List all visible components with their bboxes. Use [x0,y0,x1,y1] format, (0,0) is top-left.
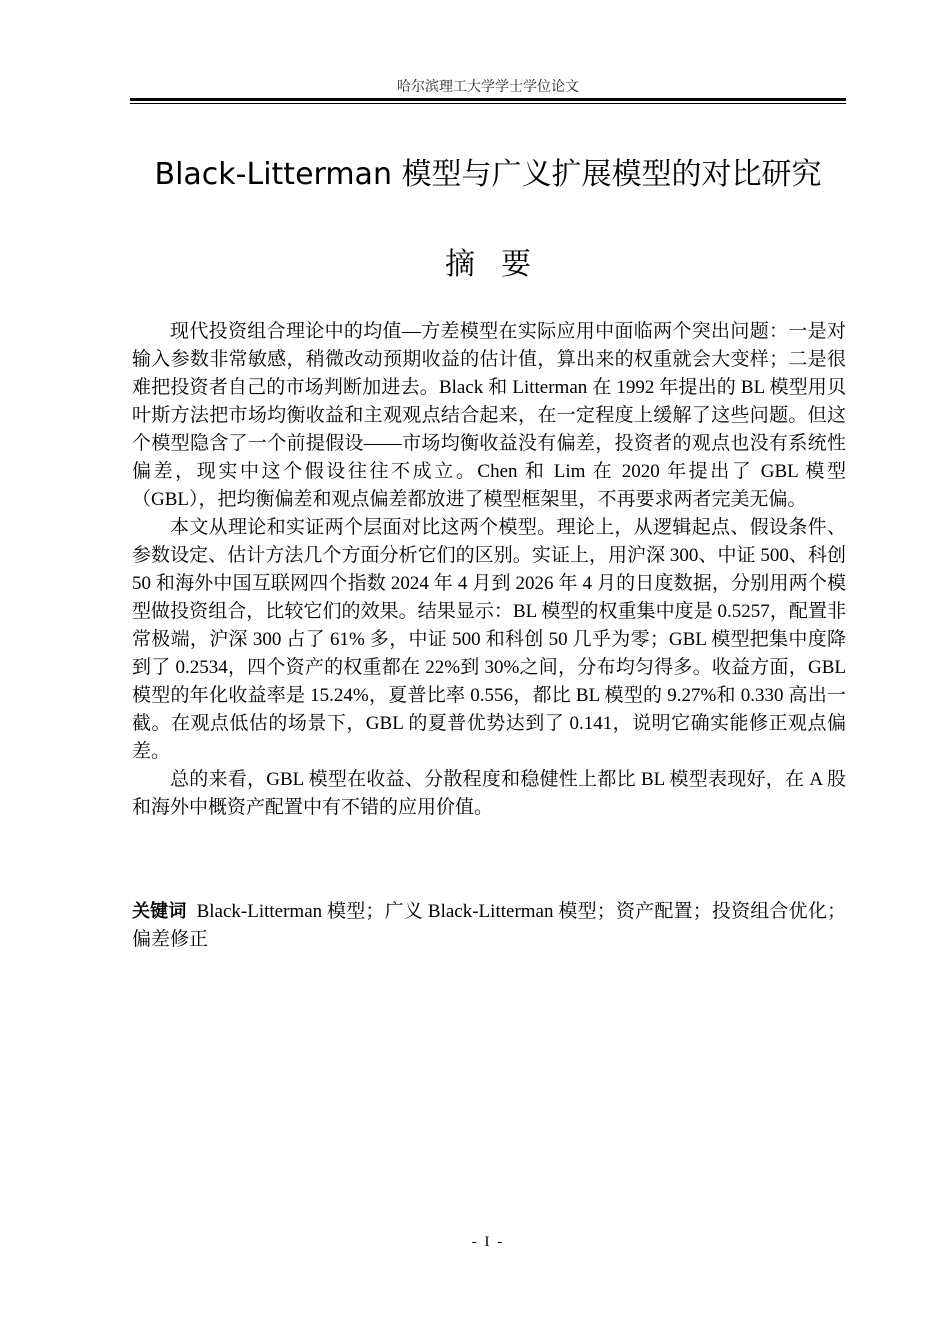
abstract-heading: 摘要 [445,247,557,282]
paper-title: Black-Litterman 模型与广义扩展模型的对比研究 [154,157,822,192]
abstract-paragraph-2: 本文从理论和实证两个层面对比这两个模型。理论上，从逻辑起点、假设条件、参数设定、估计方法几个方面分析它们的区别。实证上，用沪深 300、中证 500、科创 50 和海外中国互联网四个指数 2024 年 4 月到 2026 年 4 月的日度数据，分别用两个模型做投资组合，比较它们的效果。结果显示：BL 模型的权重集中度是 0.5257，配置非常极端，沪深 300 占了 61% 多，中证 500 和科创 50 几乎为零；GBL 模型把集中度降到了 0.2534，四个资产的权重都在 22%到 30%之间，分布均匀得多。收益方面，GBL 模型的年化收益率是 15.24%，夏普比率 0.556，都比 BL 模型的 9.27%和 0.330 高出一截。在观点低估的场景下，GBL 的夏普优势达到了 0.141，说明它确实能修正观点偏差。 [132,517,846,762]
page-number: - I - [471,1234,505,1250]
abstract-paragraph-3: 总的来看，GBL 模型在收益、分散程度和稳健性上都比 BL 模型表现好，在 A 股和海外中概资产配置中有不错的应用价值。 [132,769,846,818]
keywords [132,898,846,954]
header-rule-thick [130,98,846,101]
running-header: 哈尔滨理工大学学士学位论文 [397,80,579,95]
abstract-body [132,318,846,822]
header-rule-thin [130,103,846,104]
abstract-paragraph-1: 现代投资组合理论中的均值—方差模型在实际应用中面临两个突出问题：一是对输入参数非常敏感，稍微改动预期收益的估计值，算出来的权重就会大变样；二是很难把投资者自己的市场判断加进去。Black 和 Litterman 在 1992 年提出的 BL 模型用贝叶斯方法把市场均衡收益和主观观点结合起来，在一定程度上缓解了这些问题。但这个模型隐含了一个前提假设——市场均衡收益没有偏差，投资者的观点也没有系统性偏差，现实中这个假设往往不成立。Chen 和 Lim 在 2020 年提出了 GBL 模型（GBL），把均衡偏差和观点偏差都放进了模型框架里，不再要求两者完美无偏。 [132,321,846,510]
keywords-text: Black-Litterman 模型；广义 Black-Litterman 模型；资产配置；投资组合优化；偏差修正 [132,901,847,950]
keywords-label: 关键词 [132,901,187,922]
